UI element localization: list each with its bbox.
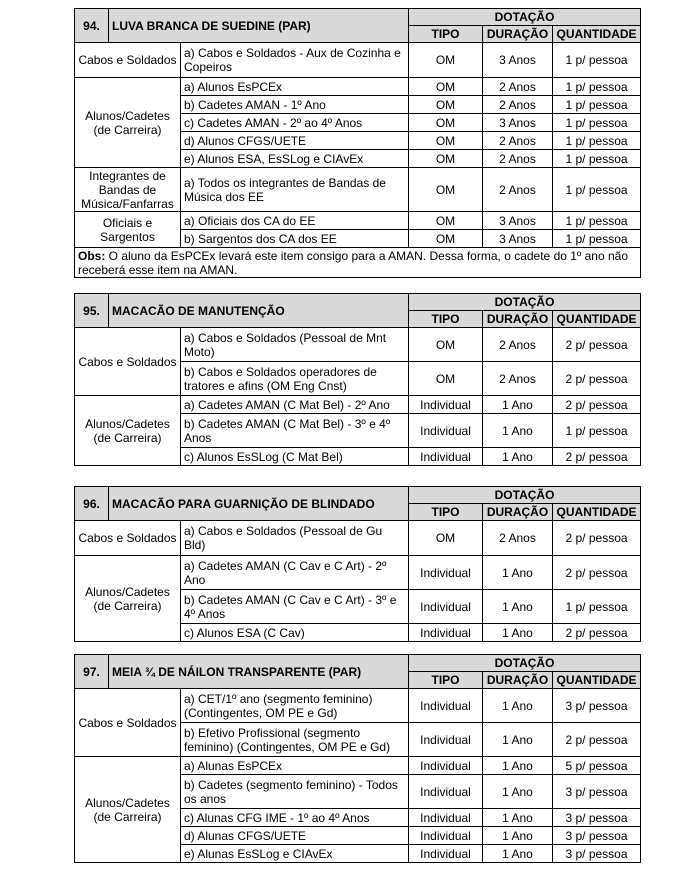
category-label: Cabos e Soldados — [75, 689, 181, 757]
row-tipo: OM — [409, 212, 483, 230]
table-row — [75, 168, 641, 212]
tipo-header: TIPO — [409, 311, 483, 328]
row-duracao: 1 Ano — [483, 689, 553, 723]
row-quantidade: 1 p/ pessoa — [553, 78, 641, 96]
row-description: b) Cadetes (segmento feminino) - Todos os anos — [181, 775, 409, 809]
row-duracao: 2 Anos — [483, 78, 553, 96]
row-quantidade: 1 p/ pessoa — [553, 96, 641, 114]
table-row — [75, 521, 641, 556]
row-tipo: OM — [409, 521, 483, 556]
category-label: Oficiais e Sargentos — [75, 212, 181, 248]
row-duracao: 1 Ano — [483, 448, 553, 466]
row-quantidade: 2 p/ pessoa — [553, 448, 641, 466]
row-quantidade: 1 p/ pessoa — [553, 590, 641, 624]
category-label: Alunos/Cadetes (de Carreira) — [75, 78, 181, 168]
row-description: a) Alunos EsPCEx — [181, 78, 409, 96]
row-description: a) Cadetes AMAN (C Mat Bel) - 2º Ano — [181, 396, 409, 414]
row-duracao: 1 Ano — [483, 624, 553, 642]
row-duracao: 2 Anos — [483, 328, 553, 362]
row-duracao: 3 Anos — [483, 43, 553, 78]
obs-note — [75, 248, 641, 278]
table-row — [75, 43, 641, 78]
row-description: b) Cadetes AMAN - 1º Ano — [181, 96, 409, 114]
row-duracao: 2 Anos — [483, 362, 553, 396]
category-label: Alunos/Cadetes (de Carreira) — [75, 556, 181, 642]
row-description: e) Alunas EsSLog e CIAvEx — [181, 845, 409, 863]
row-quantidade: 3 p/ pessoa — [553, 689, 641, 723]
row-duracao: 1 Ano — [483, 757, 553, 775]
row-tipo: OM — [409, 362, 483, 396]
dotacao-header: DOTAÇÃO — [409, 9, 641, 26]
table-row — [75, 78, 641, 96]
section-table-97 — [74, 654, 641, 863]
table-row — [75, 757, 641, 775]
row-tipo: Individual — [409, 396, 483, 414]
category-label: Alunos/Cadetes (de Carreira) — [75, 396, 181, 466]
row-description: b) Cadetes AMAN (C Mat Bel) - 3º e 4º Anos — [181, 414, 409, 448]
row-quantidade: 2 p/ pessoa — [553, 362, 641, 396]
row-tipo: OM — [409, 150, 483, 168]
row-tipo: OM — [409, 230, 483, 248]
row-duracao: 1 Ano — [483, 723, 553, 757]
row-quantidade: 3 p/ pessoa — [553, 827, 641, 845]
row-description: a) Cabos e Soldados (Pessoal de Gu Bld) — [181, 521, 409, 556]
row-description: a) Cadetes AMAN (C Cav e C Art) - 2º Ano — [181, 556, 409, 590]
row-duracao: 1 Ano — [483, 775, 553, 809]
obs-row — [75, 248, 641, 278]
row-duracao: 1 Ano — [483, 556, 553, 590]
row-quantidade: 1 p/ pessoa — [553, 150, 641, 168]
row-description: a) Oficiais dos CA do EE — [181, 212, 409, 230]
row-tipo: Individual — [409, 775, 483, 809]
row-description: a) Todos os integrantes de Bandas de Música dos EE — [181, 168, 409, 212]
row-duracao: 2 Anos — [483, 132, 553, 150]
duracao-header: DURAÇÃO — [483, 504, 553, 521]
section-number: 97. — [75, 655, 109, 689]
row-description: b) Sargentos dos CA dos EE — [181, 230, 409, 248]
duracao-header: DURAÇÃO — [483, 672, 553, 689]
duracao-header: DURAÇÃO — [483, 311, 553, 328]
quantidade-header: QUANTIDADE — [553, 26, 641, 43]
table-row — [75, 556, 641, 590]
table-row — [75, 689, 641, 723]
row-description: a) CET/1º ano (segmento feminino) (Contingentes, OM PE e Gd) — [181, 689, 409, 723]
section-table-95 — [74, 293, 641, 466]
dotacao-header: DOTAÇÃO — [409, 294, 641, 311]
tipo-header: TIPO — [409, 504, 483, 521]
row-quantidade: 2 p/ pessoa — [553, 328, 641, 362]
tipo-header: TIPO — [409, 26, 483, 43]
row-tipo: OM — [409, 132, 483, 150]
section-number: 94. — [75, 9, 109, 43]
row-tipo: Individual — [409, 556, 483, 590]
category-label: Integrantes de Bandas de Música/Fanfarras — [75, 168, 181, 212]
row-duracao: 2 Anos — [483, 521, 553, 556]
row-quantidade: 1 p/ pessoa — [553, 230, 641, 248]
row-description: b) Cabos e Soldados operadores de tratores e afins (OM Eng Cnst) — [181, 362, 409, 396]
row-duracao: 2 Anos — [483, 150, 553, 168]
section-table-96 — [74, 486, 641, 642]
duracao-header: DURAÇÃO — [483, 26, 553, 43]
row-duracao: 3 Anos — [483, 230, 553, 248]
category-label: Cabos e Soldados — [75, 328, 181, 396]
dotacao-header: DOTAÇÃO — [409, 487, 641, 504]
row-duracao: 3 Anos — [483, 212, 553, 230]
row-quantidade: 1 p/ pessoa — [553, 132, 641, 150]
row-quantidade: 3 p/ pessoa — [553, 775, 641, 809]
row-quantidade: 2 p/ pessoa — [553, 723, 641, 757]
section-title: LUVA BRANCA DE SUEDINE (PAR) — [109, 9, 409, 43]
row-description: a) Cabos e Soldados (Pessoal de Mnt Moto) — [181, 328, 409, 362]
row-tipo: OM — [409, 96, 483, 114]
row-quantidade: 3 p/ pessoa — [553, 845, 641, 863]
row-duracao: 3 Anos — [483, 114, 553, 132]
row-tipo: Individual — [409, 827, 483, 845]
row-description: b) Efetivo Profissional (segmento feminino) (Contingentes, OM PE e Gd) — [181, 723, 409, 757]
row-tipo: Individual — [409, 414, 483, 448]
section-number: 95. — [75, 294, 109, 328]
row-duracao: 1 Ano — [483, 590, 553, 624]
quantidade-header: QUANTIDADE — [553, 672, 641, 689]
row-quantidade: 2 p/ pessoa — [553, 624, 641, 642]
category-label: Alunos/Cadetes (de Carreira) — [75, 757, 181, 863]
row-quantidade: 2 p/ pessoa — [553, 396, 641, 414]
quantidade-header: QUANTIDADE — [553, 311, 641, 328]
section-title: MACACÃO DE MANUTENÇÃO — [109, 294, 409, 328]
row-tipo: Individual — [409, 723, 483, 757]
row-tipo: Individual — [409, 590, 483, 624]
section-number: 96. — [75, 487, 109, 521]
obs-text: O aluno da EsPCEx levará este item consigo para a AMAN. Dessa forma, o cadete do 1º ano não receberá esse item na AMAN. — [78, 248, 629, 277]
row-description: c) Alunos EsSLog (C Mat Bel) — [181, 448, 409, 466]
section-title: MEIA ¾ DE NÁILON TRANSPARENTE (PAR) — [109, 655, 409, 689]
row-duracao: 1 Ano — [483, 809, 553, 827]
table-row — [75, 328, 641, 362]
row-tipo: OM — [409, 328, 483, 362]
row-quantidade: 2 p/ pessoa — [553, 521, 641, 556]
section-title: MACACÃO PARA GUARNIÇÃO DE BLINDADO — [109, 487, 409, 521]
row-description: a) Cabos e Soldados - Aux de Cozinha e Copeiros — [181, 43, 409, 78]
row-duracao: 1 Ano — [483, 414, 553, 448]
row-tipo: OM — [409, 168, 483, 212]
row-description: d) Alunos CFGS/UETE — [181, 132, 409, 150]
row-description: d) Alunas CFGS/UETE — [181, 827, 409, 845]
row-quantidade: 3 p/ pessoa — [553, 809, 641, 827]
row-tipo: OM — [409, 43, 483, 78]
row-tipo: Individual — [409, 448, 483, 466]
row-tipo: Individual — [409, 809, 483, 827]
dotacao-header: DOTAÇÃO — [409, 655, 641, 672]
row-quantidade: 1 p/ pessoa — [553, 168, 641, 212]
row-description: c) Alunos ESA (C Cav) — [181, 624, 409, 642]
category-label: Cabos e Soldados — [75, 43, 181, 78]
table-row — [75, 212, 641, 230]
row-tipo: Individual — [409, 845, 483, 863]
row-quantidade: 1 p/ pessoa — [553, 414, 641, 448]
row-quantidade: 1 p/ pessoa — [553, 43, 641, 78]
row-description: a) Alunas EsPCEx — [181, 757, 409, 775]
row-quantidade: 5 p/ pessoa — [553, 757, 641, 775]
obs-label: Obs: — [78, 248, 106, 263]
category-label: Cabos e Soldados — [75, 521, 181, 556]
table-row — [75, 396, 641, 414]
row-quantidade: 1 p/ pessoa — [553, 212, 641, 230]
row-duracao: 2 Anos — [483, 168, 553, 212]
row-duracao: 1 Ano — [483, 827, 553, 845]
row-tipo: OM — [409, 78, 483, 96]
row-description: b) Cadetes AMAN (C Cav e C Art) - 3º e 4º Anos — [181, 590, 409, 624]
row-description: e) Alunos ESA, EsSLog e CIAvEx — [181, 150, 409, 168]
row-quantidade: 2 p/ pessoa — [553, 556, 641, 590]
row-tipo: Individual — [409, 689, 483, 723]
row-tipo: Individual — [409, 757, 483, 775]
row-duracao: 1 Ano — [483, 845, 553, 863]
row-duracao: 2 Anos — [483, 96, 553, 114]
tipo-header: TIPO — [409, 672, 483, 689]
row-duracao: 1 Ano — [483, 396, 553, 414]
row-tipo: Individual — [409, 624, 483, 642]
row-quantidade: 1 p/ pessoa — [553, 114, 641, 132]
row-tipo: OM — [409, 114, 483, 132]
row-description: c) Alunas CFG IME - 1º ao 4º Anos — [181, 809, 409, 827]
section-table-94 — [74, 8, 641, 278]
quantidade-header: QUANTIDADE — [553, 504, 641, 521]
row-description: c) Cadetes AMAN - 2º ao 4º Anos — [181, 114, 409, 132]
